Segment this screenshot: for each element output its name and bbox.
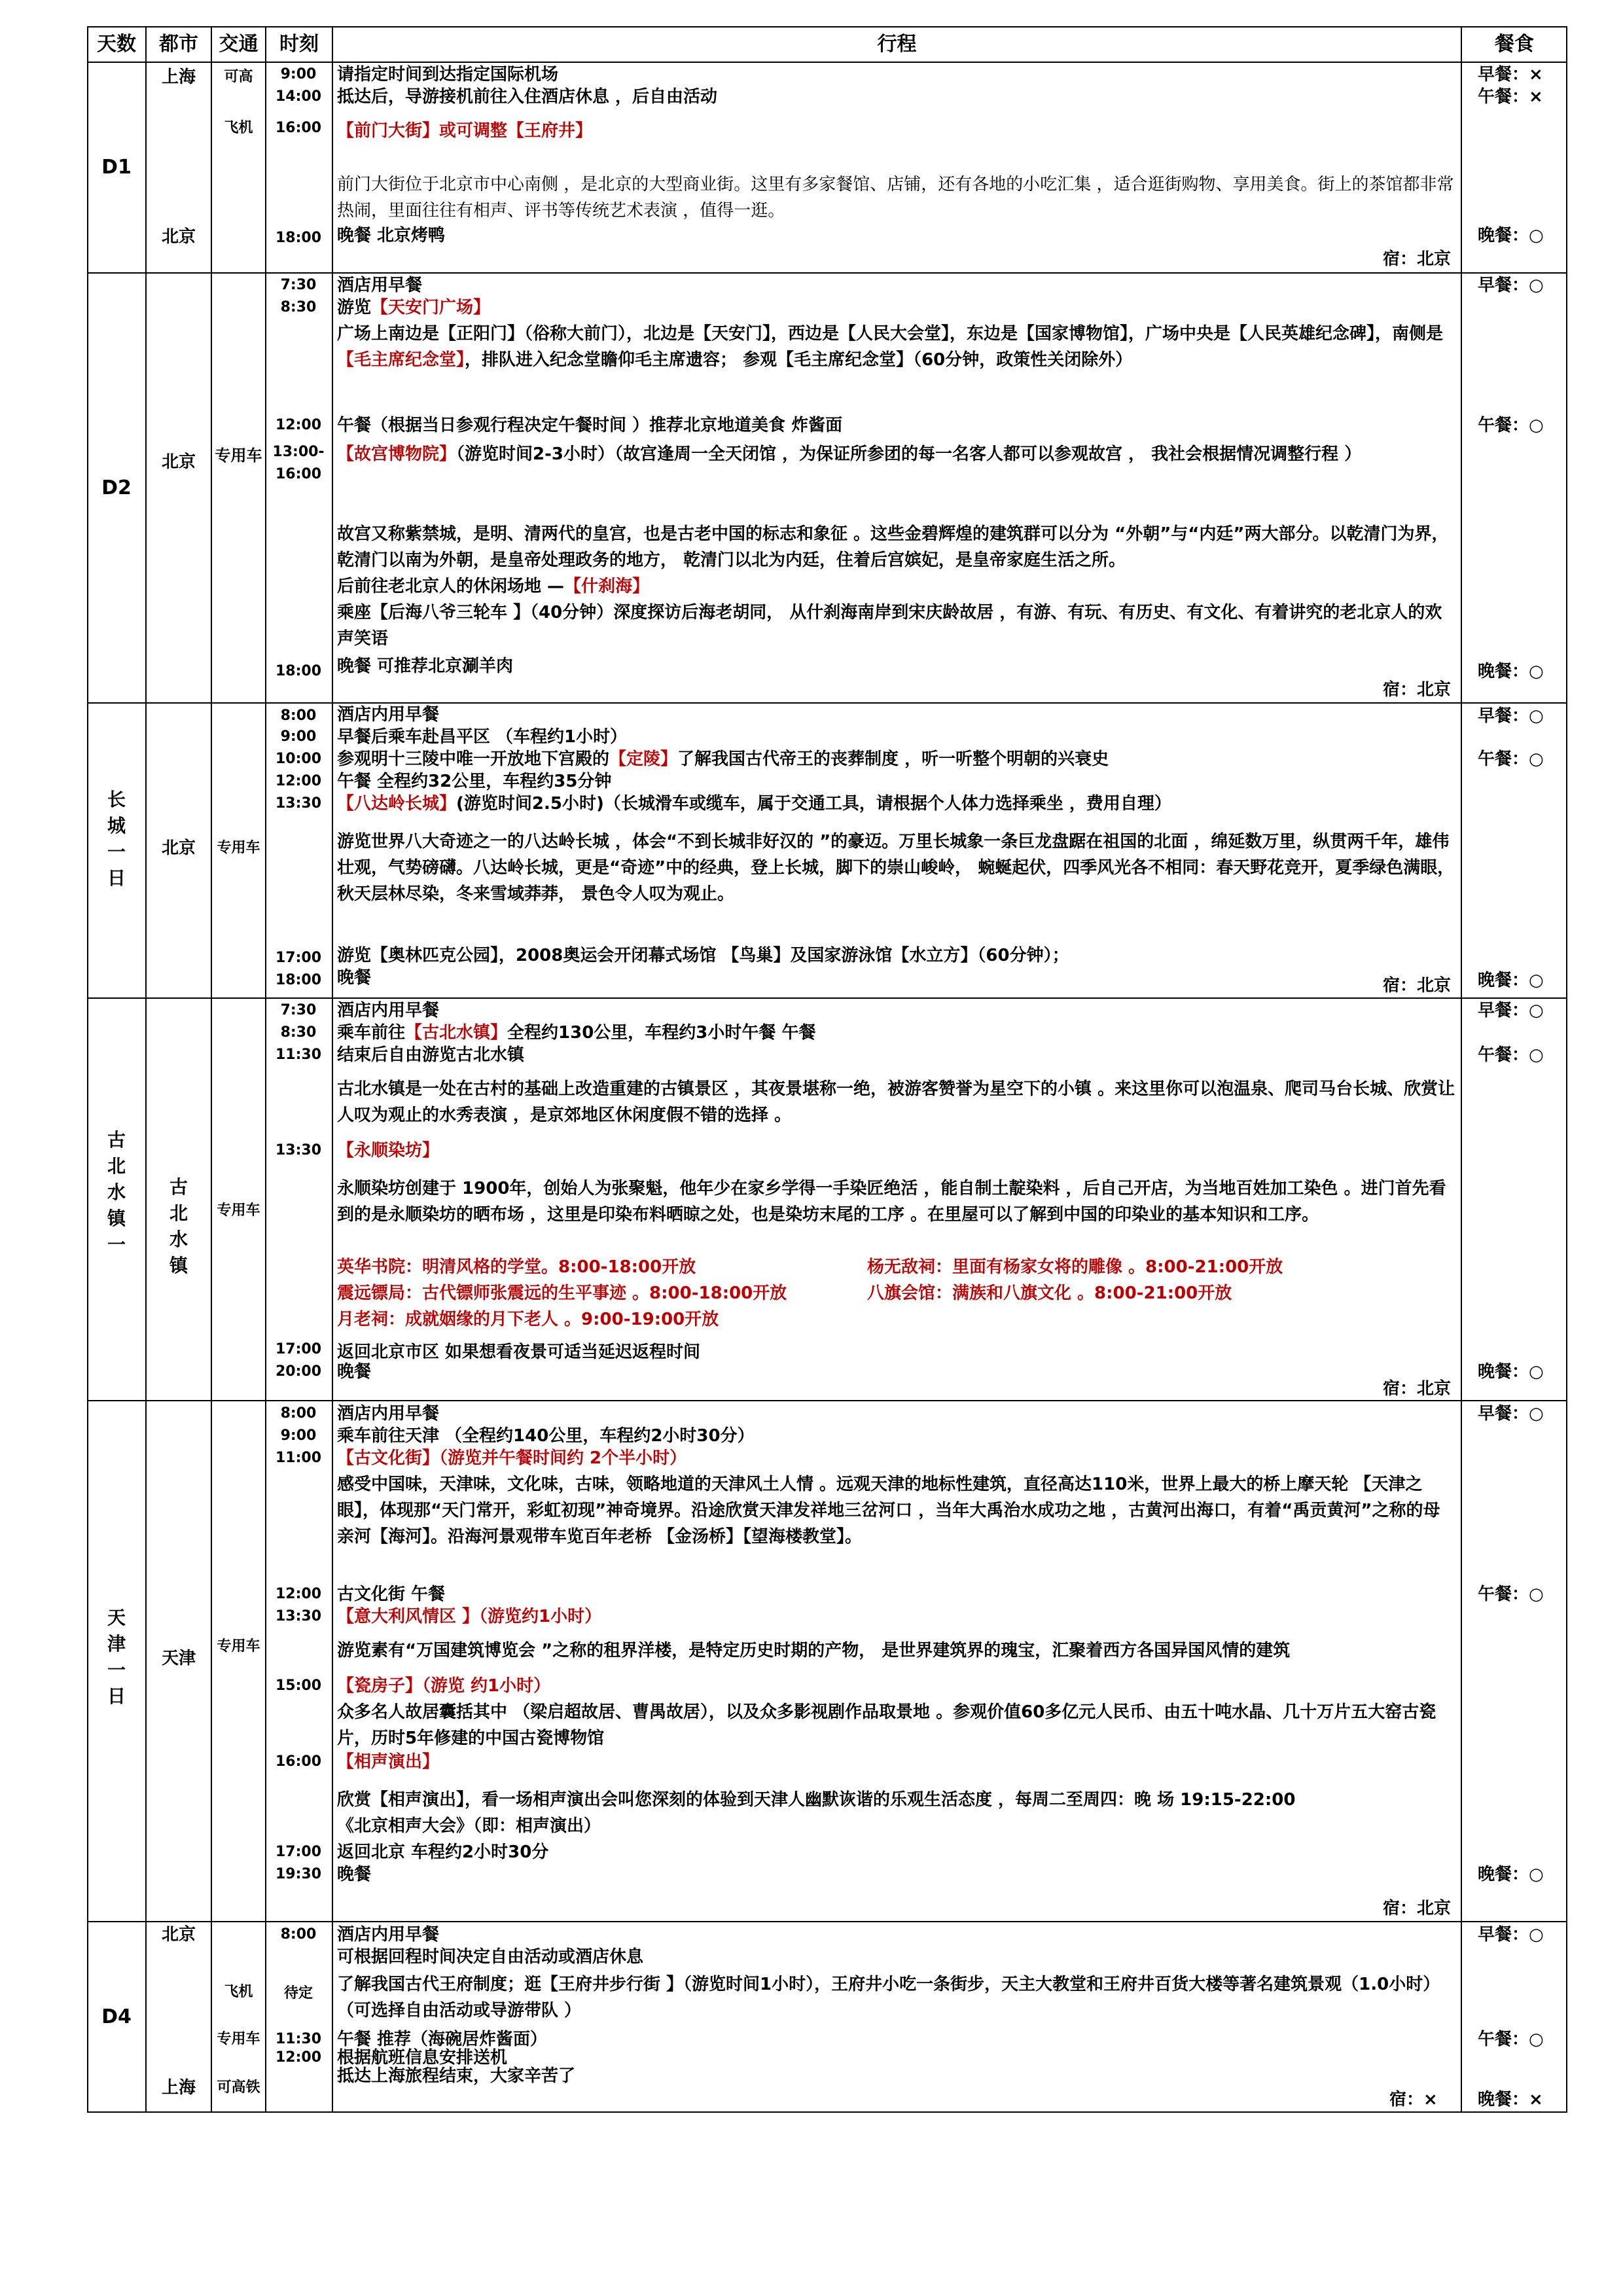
itinerary-line: 欣赏【相声演出】，看一场相声演出会叫您深刻的体验到天津人幽默诙谐的乐观生活态度 ，每周二至周四：晚 场 19:15-22:00 bbox=[337, 1790, 1296, 1810]
itinerary-line: 晚餐 北京烤鸭 bbox=[337, 226, 446, 245]
city-label: 北京 bbox=[161, 838, 196, 858]
time-slot: 12:00 bbox=[275, 417, 322, 433]
itinerary-line: 游览【奥林匹克公园】，2008奥运会开闭幕式场馆 【鸟巢】及国家游泳馆【水立方】（60分钟）； bbox=[337, 946, 1069, 965]
time-slot: 8:00 bbox=[280, 1926, 317, 1943]
attraction-note: 月老祠：成就姻缘的月下老人 。9:00-19:00开放 bbox=[337, 1310, 719, 1329]
itinerary-line: 晚餐 bbox=[337, 968, 372, 988]
meal-breakfast: 早餐：○ bbox=[1478, 1925, 1544, 1945]
time-slot: 11:30 bbox=[275, 1047, 322, 1063]
attraction-note: 八旗会馆：满族和八旗文化 。8:00-21:00开放 bbox=[867, 1283, 1232, 1303]
meal-lunch: 午餐：○ bbox=[1478, 2030, 1544, 2049]
city-label: 北京 bbox=[161, 452, 196, 472]
time-slot: 待定 bbox=[283, 1985, 313, 2001]
time-slot: 10:00 bbox=[275, 751, 322, 767]
attraction-title: 【古文化街】（游览并午餐时间约 2个半小时） bbox=[337, 1448, 687, 1468]
day-label: D4 bbox=[101, 2005, 132, 2028]
header-itinerary: 行程 bbox=[877, 33, 917, 56]
time-slot: 8:00 bbox=[280, 708, 317, 724]
transport-label: 飞机 bbox=[224, 1984, 253, 2000]
time-slot: 11:00 bbox=[275, 1450, 322, 1466]
meal-lunch: 午餐：○ bbox=[1478, 1045, 1544, 1065]
itinerary-line: 酒店内用早餐 bbox=[337, 705, 440, 725]
day-label: 古北水镇一 bbox=[107, 1129, 126, 1255]
attraction-title: 【瓷房子】（游览 约1小时） bbox=[337, 1676, 551, 1696]
transport-label: 专用车 bbox=[217, 1202, 260, 1219]
itinerary-line: 酒店内用早餐 bbox=[337, 1925, 440, 1945]
time-slot: 8:30 bbox=[280, 1024, 317, 1041]
header-city: 都市 bbox=[159, 33, 198, 56]
time-slot: 15:00 bbox=[275, 1677, 322, 1694]
time-slot: 12:00 bbox=[275, 773, 322, 789]
meal-dinner: 晚餐：○ bbox=[1478, 1362, 1544, 1382]
time-slot: 19:30 bbox=[275, 1866, 322, 1882]
itinerary-line: 晚餐 bbox=[337, 1362, 372, 1382]
itinerary-desc: 游览世界八大奇迹之一的八达岭长城 ，体会“不到长城非好汉的 ”的豪迈。万里长城象一条巨龙盘踞在祖国的北面 ，绵延数万里，纵贯两千年，雄伟壮观，气势磅礴。八达岭长城，更是“奇迹”中的经典，登上长城，脚下的崇山峻岭， 蜿蜒起伏，四季风光各不相同：春天野花竞开，夏季绿色满眼，秋天层林尽染，冬来雪域莽莽， 景色令人叹为观止。 bbox=[337, 832, 1455, 904]
time-slot: 11:30 bbox=[275, 2031, 322, 2047]
meal-breakfast: 早餐：○ bbox=[1478, 706, 1544, 726]
itinerary-desc: 【故宫博物院】（游览时间2-3小时）（故宫逢周一全天闭馆 ，为保证所参团的每一名客人都可以参观故宫 ， 我社会根据情况调整行程 ） bbox=[337, 444, 1362, 464]
meal-dinner: 晚餐：○ bbox=[1478, 226, 1544, 245]
itinerary-line: 午餐 推荐（海碗居炸酱面） bbox=[337, 2030, 548, 2049]
meal-breakfast: 早餐：○ bbox=[1478, 1404, 1544, 1424]
itinerary-desc: 前门大街位于北京市中心南侧 ，是北京的大型商业街。这里有多家餐馆、店铺，还有各地的小吃汇集 ，适合逛街购物、享用美食。街上的茶馆都非常热闹，里面往往有相声、评书等传统艺术表演 ，值得一逛。 bbox=[337, 175, 1454, 221]
time-slot: 9:00 bbox=[280, 728, 317, 745]
itinerary-desc: 游览素有“万国建筑博览会 ”之称的租界洋楼，是特定历史时期的产物， 是世界建筑界的瑰宝，汇聚着西方各国异国风情的建筑 bbox=[337, 1641, 1291, 1660]
meal-dinner: 晚餐：○ bbox=[1478, 1865, 1544, 1884]
time-slot: 18:00 bbox=[275, 230, 322, 246]
time-slot: 17:00 bbox=[275, 1844, 322, 1860]
itinerary-line: 【八达岭长城】(游览时间2.5小时)（长城滑车或缆车，属于交通工具，请根据个人体力选择乘坐 ，费用自理） bbox=[337, 794, 1171, 814]
overnight-label: 宿：北京 bbox=[1383, 976, 1452, 996]
header-time: 时刻 bbox=[279, 33, 319, 56]
itinerary-line: 后前往老北京人的休闲场地 —【什刹海】 bbox=[337, 577, 650, 596]
itinerary-desc: 感受中国味，天津味，文化味，古味，领略地道的天津风土人情 。远观天津的地标性建筑，直径高达110米，世界上最大的桥上摩天轮 【天津之眼】，体现那“天门常开，彩虹初现”神奇境界。沿途欣赏天津发祥地三岔河口 ，当年大禹治水成功之地 ，古黄河出海口，有着“禹贡黄河”之称的母亲河【海河】。沿海河景观带车览百年老桥 【金汤桥】【望海楼教堂】。 bbox=[337, 1475, 1440, 1547]
transport-label: 可高铁 bbox=[217, 2079, 260, 2096]
meal-dinner: 晚餐：○ bbox=[1478, 662, 1544, 681]
header-day: 天数 bbox=[97, 33, 136, 56]
time-slot: 16:00 bbox=[275, 120, 322, 136]
time-slot: 8:30 bbox=[280, 299, 317, 315]
attraction-title: 【前门大街】或可调整【王府井】 bbox=[337, 121, 593, 141]
itinerary-desc: 广场上南边是【正阳门】（俗称大前门），北边是【天安门】，西边是【人民大会堂】，东边是【国家博物馆】，广场中央是【人民英雄纪念碑】，南侧是【毛主席纪念堂】，排队进入纪念堂瞻仰毛主席遗容； 参观【毛主席纪念堂】（60分钟，政策性关闭除外） bbox=[337, 324, 1444, 370]
itinerary-line: 晚餐 可推荐北京涮羊肉 bbox=[337, 656, 514, 676]
itinerary-line: 乘车前往天津 （全程约140公里，车程约2小时30分） bbox=[337, 1426, 755, 1446]
itinerary-line: 结束后自由游览古北水镇 bbox=[337, 1045, 525, 1065]
header-transport: 交通 bbox=[219, 33, 259, 56]
transport-label: 专用车 bbox=[217, 1638, 260, 1655]
time-slot: 7:30 bbox=[280, 1002, 317, 1018]
itinerary-table bbox=[87, 26, 1567, 2113]
day-label: 天津一日 bbox=[107, 1607, 126, 1707]
time-slot: 8:00 bbox=[280, 1405, 317, 1422]
itinerary-line: 返回北京 车程约2小时30分 bbox=[337, 1842, 549, 1862]
attraction-title: 【相声演出】 bbox=[337, 1752, 440, 1772]
time-slot: 16:00 bbox=[275, 1753, 322, 1770]
itinerary-line: 游览【天安门广场】 bbox=[337, 298, 491, 317]
meal-dinner: 晚餐：○ bbox=[1478, 971, 1544, 990]
meal-lunch: 午餐：○ bbox=[1478, 416, 1544, 435]
itinerary-line: 抵达后，导游接机前往入住酒店休息 ，后自由活动 bbox=[337, 87, 718, 107]
transport-label: 专用车 bbox=[215, 446, 262, 465]
time-slot: 7:30 bbox=[280, 277, 317, 293]
day-label: D1 bbox=[101, 156, 132, 179]
day-label: D2 bbox=[101, 476, 132, 499]
meal-lunch: 午餐：○ bbox=[1478, 1585, 1544, 1604]
attraction-title: 【永顺染坊】 bbox=[337, 1141, 440, 1160]
itinerary-line: 早餐后乘车赴昌平区 （车程约1小时） bbox=[337, 727, 628, 747]
itinerary-line: 酒店内用早餐 bbox=[337, 1001, 440, 1020]
itinerary-desc: 故宫又称紫禁城，是明、清两代的皇宫，也是古老中国的标志和象征 。这些金碧辉煌的建筑群可以分为 “外朝”与“内廷”两大部分。以乾清门为界，乾清门以南为外朝，是皇帝处理政务的地方， 乾清门以北为内廷，住着后宫嫔妃，是皇帝家庭生活之所。 bbox=[337, 524, 1449, 570]
transport-label: 专用车 bbox=[217, 2031, 260, 2047]
header-meals: 餐食 bbox=[1495, 33, 1534, 56]
itinerary-line: 参观明十三陵中唯一开放地下宫殿的【定陵】了解我国古代帝王的丧葬制度 ，听一听整个明朝的兴衰史 bbox=[337, 749, 1109, 769]
meal-lunch: 午餐：○ bbox=[1478, 749, 1544, 769]
itinerary-line: 古文化街 午餐 bbox=[337, 1585, 446, 1604]
itinerary-desc: 古北水镇是一处在古村的基础上改造重建的古镇景区 ，其夜景堪称一绝，被游客赞誉为星空下的小镇 。来这里你可以泡温泉、爬司马台长城、欣赏让人叹为观止的水秀表演 ，是京郊地区休闲度假不错的选择 。 bbox=[337, 1079, 1455, 1125]
transport-label: 飞机 bbox=[224, 120, 253, 136]
meal-breakfast: 早餐：× bbox=[1478, 65, 1543, 84]
attraction-note: 英华书院：明清风格的学堂。8:00-18:00开放 bbox=[337, 1257, 696, 1277]
itinerary-desc: 了解我国古代王府制度；逛【王府井步行街 】（游览时间1小时），王府井小吃一条街步，天主大教堂和王府井百货大楼等著名建筑景观（1.0小时）（可选择自由活动或导游带队 ） bbox=[337, 1975, 1440, 2020]
meal-breakfast: 早餐：○ bbox=[1478, 1001, 1544, 1020]
time-slot: 13:30 bbox=[275, 1608, 322, 1624]
overnight-label: 宿：× bbox=[1389, 2090, 1438, 2109]
itinerary-desc: 众多名人故居囊括其中 （梁启超故居、曹禺故居），以及众多影视剧作品取景地 。参观价值60多亿元人民币、由五十吨水晶、几十万片五大窑古瓷片，历时5年修建的中国古瓷博物馆 bbox=[337, 1702, 1436, 1748]
itinerary-line: 根据航班信息安排送机 bbox=[337, 2048, 508, 2068]
time-slot: 17:00 bbox=[275, 950, 322, 966]
attraction-title: 【意大利风情区 】（游览约1小时） bbox=[337, 1607, 602, 1626]
time-slot: 9:00 bbox=[280, 1427, 317, 1444]
city-label: 天津 bbox=[161, 1649, 196, 1668]
meal-dinner: 晚餐：× bbox=[1478, 2090, 1543, 2109]
time-slot: 17:00 bbox=[275, 1341, 322, 1357]
itinerary-line: 午餐（根据当日参观行程决定午餐时间 ）推荐北京地道美食 炸酱面 bbox=[337, 416, 843, 435]
meal-lunch: 午餐：× bbox=[1478, 87, 1543, 107]
itinerary-line: 可根据回程时间决定自由活动或酒店休息 bbox=[337, 1947, 644, 1967]
itinerary-desc: 乘座【后海八爷三轮车 】（40分钟）深度探访后海老胡同， 从什刹海南岸到宋庆龄故居 ，有游、有玩、有历史、有文化、有着讲究的老北京人的欢声笑语 bbox=[337, 603, 1442, 649]
attraction-note: 杨无敌祠：里面有杨家女将的雕像 。8:00-21:00开放 bbox=[867, 1257, 1283, 1277]
time-slot: 20:00 bbox=[275, 1363, 322, 1380]
time-slot: 13:30 bbox=[275, 795, 322, 812]
time-slot: 9:00 bbox=[280, 66, 317, 82]
itinerary-line: 乘车前往【古北水镇】全程约130公里，车程约3小时午餐 午餐 bbox=[337, 1023, 816, 1043]
itinerary-line: 请指定时间到达指定国际机场 bbox=[337, 65, 559, 84]
city-label: 上海 bbox=[161, 67, 196, 87]
time-slot: 12:00 bbox=[275, 2049, 322, 2066]
itinerary-line: 抵达上海旅程结束，大家辛苦了 bbox=[337, 2066, 576, 2086]
meal-breakfast: 早餐：○ bbox=[1478, 276, 1544, 295]
overnight-label: 宿：北京 bbox=[1383, 680, 1452, 700]
transport-label: 可高 bbox=[224, 69, 253, 85]
overnight-label: 宿：北京 bbox=[1383, 1899, 1452, 1918]
itinerary-desc: 永顺染坊创建于 1900年，创始人为张聚魁，他年少在家乡学得一手染匠绝活 ，能自制土靛染料 ，后自己开店，为当地百姓加工染色 。进门首先看到的是永顺染坊的晒布场 ，这里是印染布料晒晾之处，也是染坊末尾的工序 。在里屋可以了解到中国的印染业的基本知识和工序。 bbox=[337, 1179, 1446, 1225]
city-label: 北京 bbox=[161, 227, 196, 247]
itinerary-line: 返回北京市区 如果想看夜景可适当延迟返程时间 bbox=[337, 1342, 701, 1362]
itinerary-line: 酒店内用早餐 bbox=[337, 1404, 440, 1424]
time-slot: 18:00 bbox=[275, 663, 322, 679]
itinerary-line: 《北京相声大会》（即：相声演出） bbox=[337, 1816, 601, 1836]
itinerary-line: 晚餐 bbox=[337, 1865, 372, 1884]
attraction-note: 震远镖局：古代镖师张震远的生平事迹 。8:00-18:00开放 bbox=[337, 1283, 787, 1303]
time-slot: 13:00-16:00 bbox=[272, 444, 325, 482]
time-slot: 14:00 bbox=[275, 88, 322, 105]
time-slot: 18:00 bbox=[275, 972, 322, 988]
city-label: 上海 bbox=[161, 2078, 196, 2098]
overnight-label: 宿：北京 bbox=[1383, 249, 1452, 269]
time-slot: 12:00 bbox=[275, 1586, 322, 1602]
city-label: 古北水镇 bbox=[169, 1176, 188, 1276]
city-label: 北京 bbox=[161, 1925, 196, 1945]
day-label: 长城一日 bbox=[107, 789, 126, 889]
itinerary-line: 午餐 全程约32公里，车程约35分钟 bbox=[337, 772, 612, 791]
overnight-label: 宿：北京 bbox=[1383, 1379, 1452, 1399]
transport-label: 专用车 bbox=[217, 840, 260, 856]
time-slot: 13:30 bbox=[275, 1142, 322, 1158]
itinerary-line: 酒店用早餐 bbox=[337, 276, 423, 295]
